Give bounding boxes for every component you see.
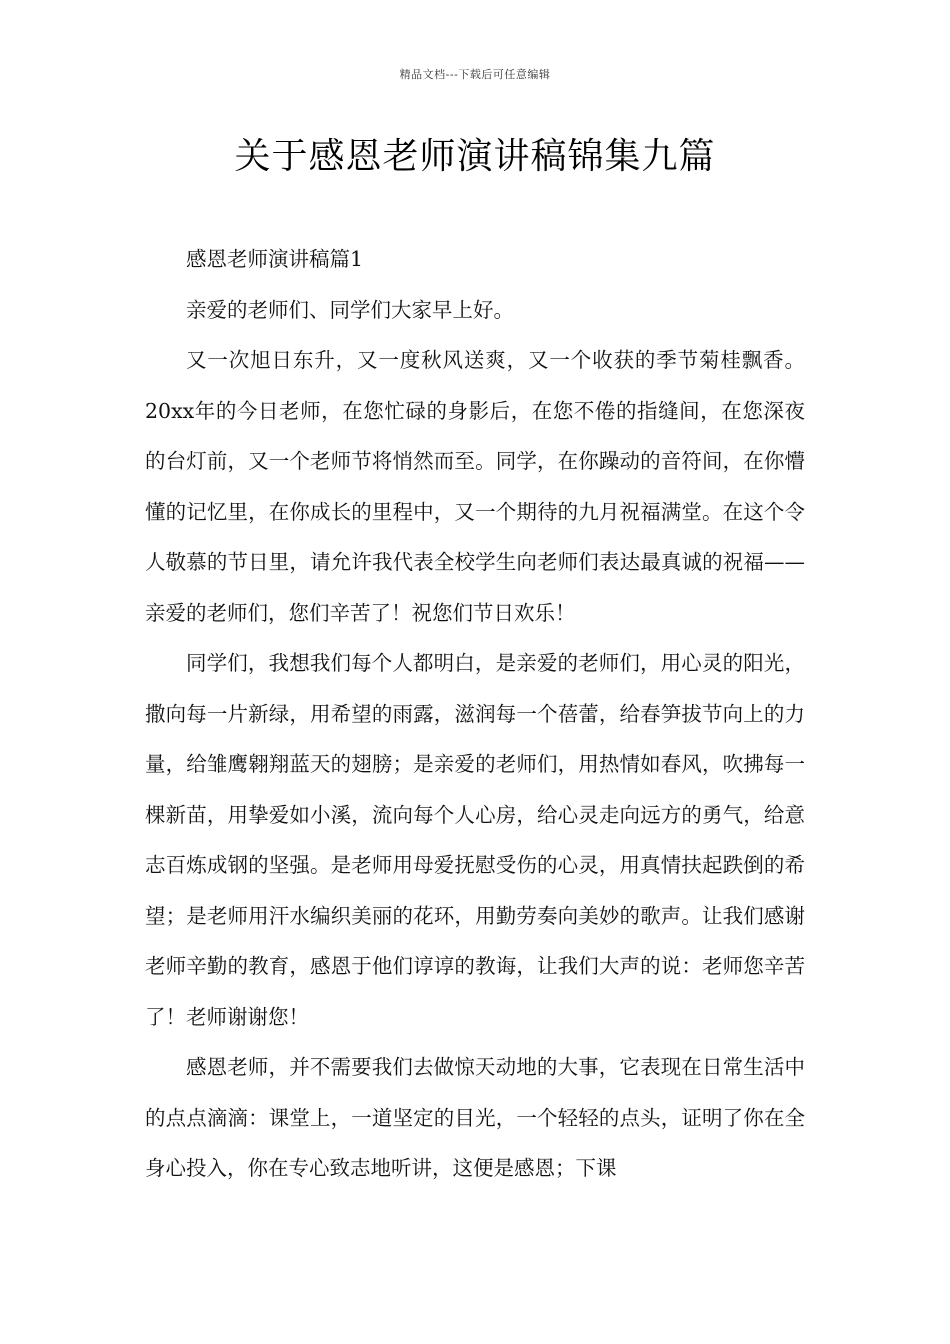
header-note: 精品文档---下载后可任意编辑 [399, 68, 551, 81]
paragraph: 同学们，我想我们每个人都明白，是亲爱的老师们，用心灵的阳光，撒向每一片新绿，用希望的雨露，滋润每一个蓓蕾，给春笋拔节向上的力量，给雏鹰翱翔蓝天的翅膀；是亲爱的老师们，用热情如春风，吹拂每一棵新苗，用挚爱如小溪，流向每个人心房，给心灵走向远方的勇气，给意志百炼成钢的坚强。是老师用母爱抚慰受伤的心灵，用真情扶起跌倒的希望；是老师用汗水编织美丽的花环，用勤劳奏向美妙的歌声。让我们感谢老师辛勤的教育，感恩于他们谆谆的教诲，让我们大声的说：老师您辛苦了！老师谢谢您！ [145, 651, 805, 1029]
paragraph-greeting: 亲爱的老师们、同学们大家早上好。 [186, 297, 514, 322]
section-heading: 感恩老师演讲稿篇1 [186, 247, 364, 271]
document-body [145, 234, 805, 1194]
document-title: 关于感恩老师演讲稿锦集九篇 [234, 136, 716, 177]
paragraph: 又一次旭日东升，又一度秋风送爽，又一个收获的季节菊桂飘香。20xx年的今日老师，在您忙碌的身影后，在您不倦的指缝间，在您深夜的台灯前，又一个老师节将悄然而至。同学，在你躁动的音符间，在你懵懂的记忆里，在你成长的里程中，又一个期待的九月祝福满堂。在这个令人敬慕的节日里，请允许我代表全校学生向老师们表达最真诚的祝福——亲爱的老师们，您们辛苦了！祝您们节日欢乐！ [145, 348, 805, 625]
paragraph: 感恩老师，并不需要我们去做惊天动地的大事，它表现在日常生活中的点点滴滴：课堂上，一道坚定的目光，一个轻轻的点头，证明了你在全身心投入，你在专心致志地听讲，这便是感恩；下课 [145, 1055, 805, 1180]
